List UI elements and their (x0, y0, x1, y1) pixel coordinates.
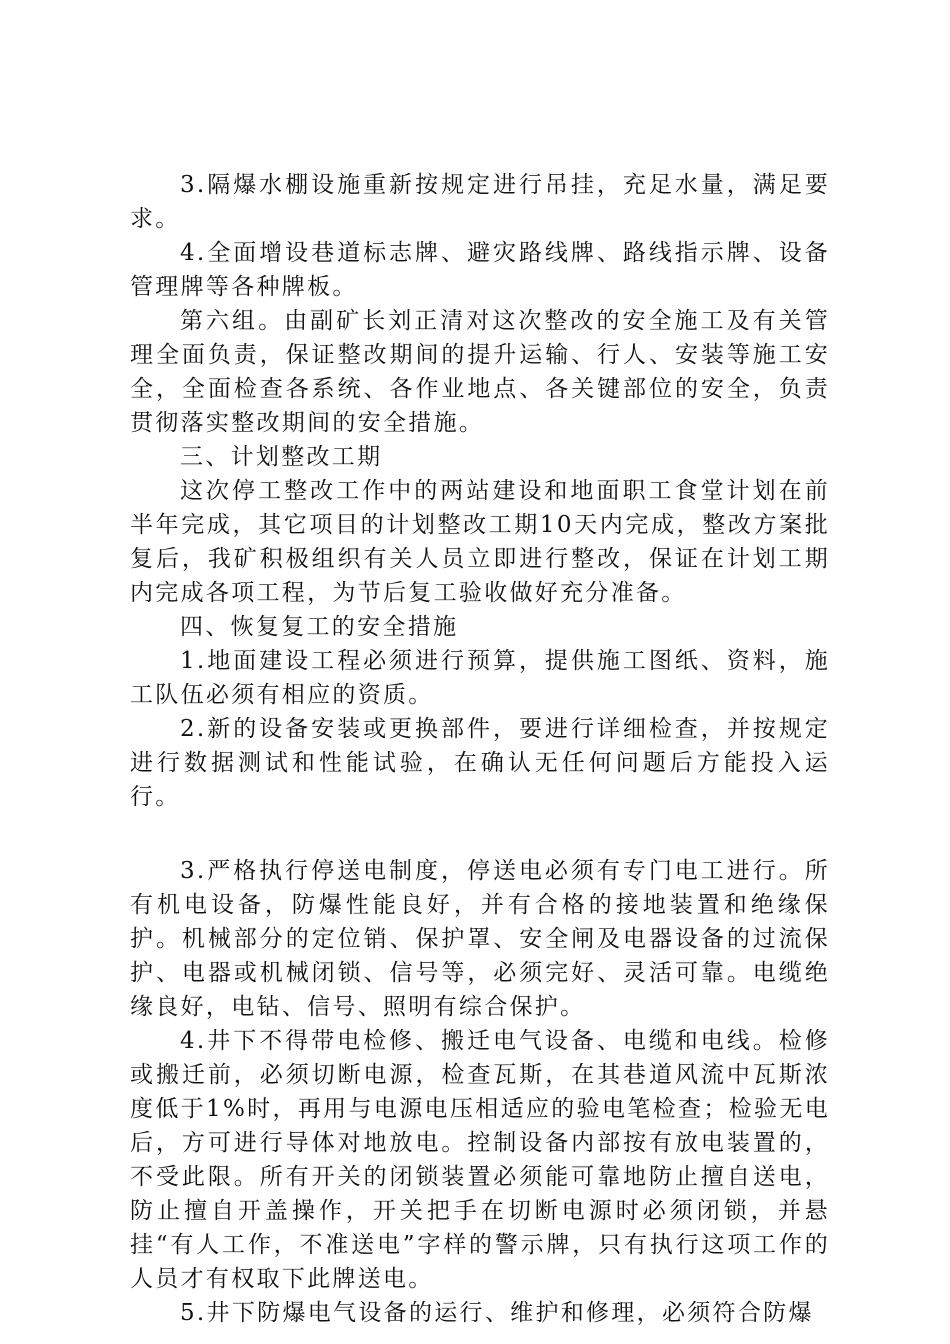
section-heading-safety-measures: 四、恢复复工的安全措施 (180, 614, 459, 640)
paragraph-signboards: 4.全面增设巷道标志牌、避灾路线牌、路线指示牌、设备管理牌等各种牌板。 (130, 240, 830, 300)
section-heading-schedule: 三、计划整改工期 (180, 444, 383, 470)
paragraph-explosion-proof: 5.井下防爆电气设备的运行、维护和修理，必须符合防爆 (180, 1300, 814, 1326)
paragraph-group-six: 第六组。由副矿长刘正清对这次整改的安全施工及有关管理全面负责，保证整改期间的提升运输、行人、安装等施工安全，全面检查各系统、各作业地点、各关键部位的安全，负责贯彻落实整改期间的安全措施。 (130, 308, 830, 436)
paragraph-gap (130, 814, 830, 854)
paragraph-power-control: 3.严格执行停送电制度，停送电必须有专门电工进行。所有机电设备，防爆性能良好，并有合格的接地装置和绝缘保护。机械部分的定位销、保护罩、安全闸及电器设备的过流保护、电器或机械闭锁、信号等，必须完好、灵活可靠。电缆绝缘良好，电钻、信号、照明有综合保护。 (130, 858, 830, 1020)
paragraph-ground-construction: 1.地面建设工程必须进行预算，提供施工图纸、资料，施工队伍必须有相应的资质。 (130, 648, 830, 708)
paragraph-no-live-repair: 4.井下不得带电检修、搬迁电气设备、电缆和电线。检修或搬迁前，必须切断电源，检查瓦斯，在其巷道风流中瓦斯浓度低于1%时，再用与电源电压相适应的验电笔检查；检验无电后，方可进行导体对地放电。控制设备内部按有放电装置的，不受此限。所有开关的闭锁装置必须能可靠地防止擅自送电，防止擅自开盖操作，开关把手在切断电源时必须闭锁，并悬挂“有人工作，不准送电”字样的警示牌，只有执行这项工作的人员才有权取下此牌送电。 (130, 1028, 830, 1292)
paragraph-schedule: 这次停工整改工作中的两站建设和地面职工食堂计划在前半年完成，其它项目的计划整改工期10天内完成，整改方案批复后，我矿积极组织有关人员立即进行整改，保证在计划工期内完成各项工程，为节后复工验收做好充分准备。 (130, 478, 830, 606)
paragraph-equipment-install: 2.新的设备安装或更换部件，要进行详细检查，并按规定进行数据测试和性能试验，在确认无任何问题后方能投入运行。 (130, 716, 830, 810)
document-body (130, 168, 830, 1330)
paragraph-water-shed: 3.隔爆水棚设施重新按规定进行吊挂，充足水量，满足要求。 (130, 172, 830, 232)
